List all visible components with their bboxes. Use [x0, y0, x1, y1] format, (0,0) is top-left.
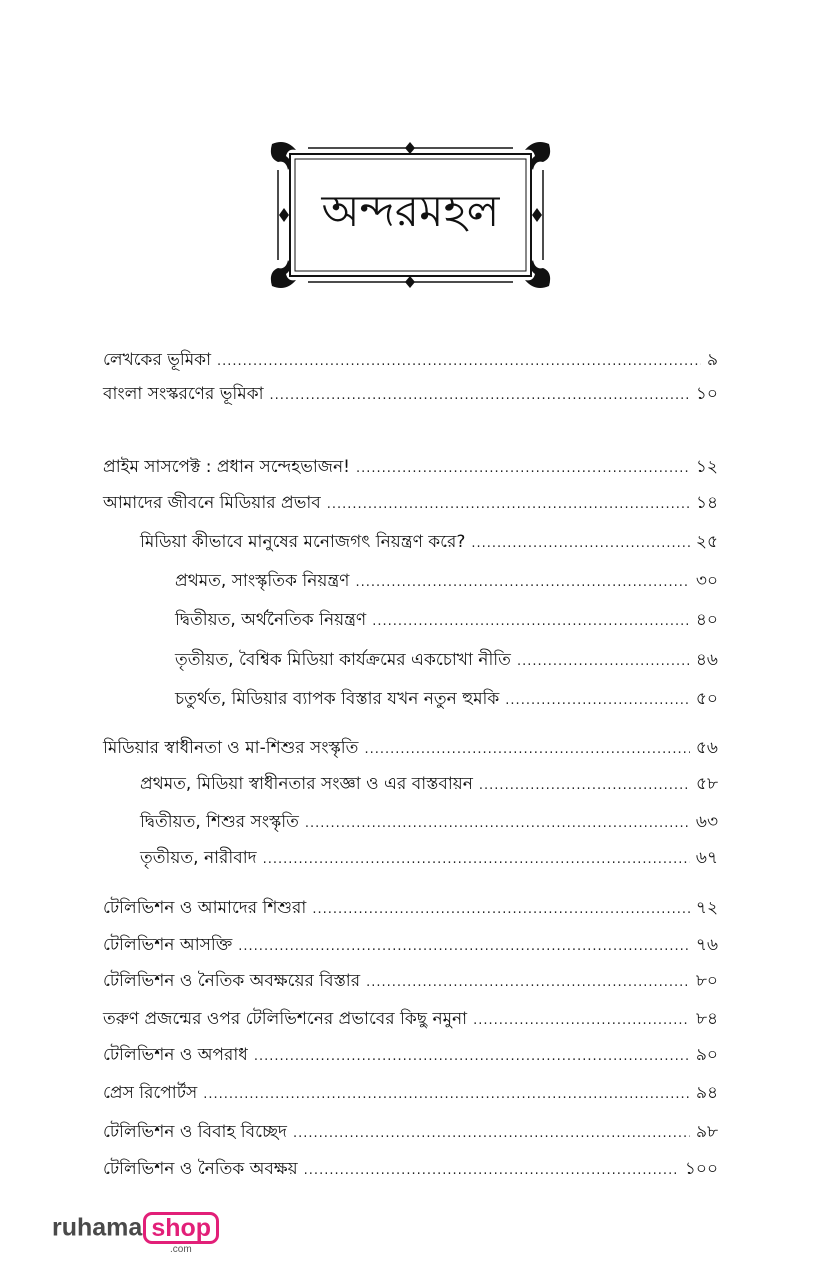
dot-leader [479, 774, 690, 798]
dot-leader [238, 935, 690, 959]
dot-leader [366, 971, 690, 995]
toc-entry-title: প্রথমত, সাংস্কৃতিক নিয়ন্ত্রণ [175, 571, 350, 591]
dot-leader [471, 532, 690, 556]
toc-entry-title: চতুর্থত, মিডিয়ার ব্যাপক বিস্তার যখন নতুন হুমকি [175, 689, 500, 709]
dot-leader [312, 898, 690, 922]
toc-entry[interactable] [103, 969, 718, 995]
toc-entry-page: ৪৬ [695, 650, 718, 670]
toc-entry[interactable] [103, 491, 718, 517]
toc-entry[interactable] [103, 1157, 718, 1183]
toc-entry-title: প্রথমত, মিডিয়া স্বাধীনতার সংজ্ঞা ও এর বাস্তবায়ন [140, 774, 473, 794]
toc-entry-page: ২৫ [695, 532, 718, 552]
logo-word-ruhama: ruhama [52, 1213, 143, 1242]
toc-entry-page: ৯ [706, 350, 718, 370]
toc-entry-page: ৯০ [695, 1045, 718, 1065]
toc-entry-page: ৯৮ [695, 1122, 718, 1142]
page-title: অন্দরমহল [321, 186, 500, 237]
toc-entry[interactable] [175, 569, 718, 595]
toc-entry-page: ১০ [695, 384, 718, 404]
toc-entry-page: ৫৬ [695, 738, 718, 758]
toc-entry[interactable] [103, 1043, 718, 1069]
toc-entry-page: ৮৪ [695, 1009, 718, 1029]
toc-entry-title: দ্বিতীয়ত, শিশুর সংস্কৃতি [140, 812, 299, 832]
toc-entry-title: টেলিভিশন ও বিবাহ বিচ্ছেদ [103, 1122, 287, 1142]
toc-entry-title: তরুণ প্রজন্মের ওপর টেলিভিশনের প্রভাবের কিছু নমুনা [103, 1009, 468, 1029]
dot-leader [203, 1083, 690, 1107]
dot-leader [364, 738, 689, 762]
toc-entry-page: ৭২ [695, 898, 718, 918]
toc-entry[interactable] [140, 772, 718, 798]
toc-entry-title: প্রাইম সাসপেক্ট : প্রধান সন্দেহভাজন! [103, 457, 350, 477]
toc-entry-title: টেলিভিশন ও নৈতিক অবক্ষয়ের বিস্তার [103, 971, 361, 991]
toc-entry[interactable] [103, 1007, 718, 1033]
toc-entry[interactable] [103, 1081, 718, 1107]
toc-entry-title: টেলিভিশন ও আমাদের শিশুরা [103, 898, 307, 918]
dot-leader [263, 848, 690, 872]
toc-entry-title: টেলিভিশন ও অপরাধ [103, 1045, 248, 1065]
toc-entry-page: ১২ [695, 457, 718, 477]
toc-entry[interactable] [175, 687, 718, 713]
dot-leader [217, 350, 701, 374]
toc-entry-page: ৬৭ [695, 848, 718, 868]
toc-entry-title: প্রেস রিপোর্টস [103, 1083, 198, 1103]
toc-entry-page: ১৪ [695, 493, 718, 513]
dot-leader [270, 384, 690, 408]
dot-leader [356, 457, 690, 481]
logo-domain: .com [170, 1244, 192, 1255]
toc-entry[interactable] [103, 736, 718, 762]
toc-entry-title: দ্বিতীয়ত, অর্থনৈতিক নিয়ন্ত্রণ [175, 610, 367, 630]
toc-entry-title: বাংলা সংস্করণের ভূমিকা [103, 384, 264, 404]
toc-entry-page: ৫০ [695, 689, 718, 709]
dot-leader [304, 1159, 679, 1183]
dot-leader [372, 610, 690, 634]
toc-entry-title: মিডিয়া কীভাবে মানুষের মনোজগৎ নিয়ন্ত্রণ করে? [140, 532, 466, 552]
toc-entry[interactable] [140, 530, 718, 556]
toc-entry-page: ৫৮ [695, 774, 718, 794]
toc-entry[interactable] [140, 846, 718, 872]
title-frame [268, 140, 553, 290]
ruhamashop-logo [52, 1212, 219, 1255]
toc-entry[interactable] [103, 896, 718, 922]
toc-entry-page: ৮০ [695, 971, 718, 991]
toc-entry-page: ৭৬ [695, 935, 718, 955]
dot-leader [355, 571, 689, 595]
logo-word-shop: shop [143, 1212, 219, 1244]
toc-entry[interactable] [103, 348, 718, 374]
dot-leader [305, 812, 690, 836]
toc-entry[interactable] [103, 382, 718, 408]
toc-entry-page: ৪০ [695, 610, 718, 630]
toc-entry-title: তৃতীয়ত, বৈশ্বিক মিডিয়া কার্যক্রমের একচোখা নীতি [175, 650, 511, 670]
dot-leader [517, 650, 690, 674]
dot-leader [505, 689, 690, 713]
toc-entry[interactable] [103, 455, 718, 481]
toc-entry-title: টেলিভিশন ও নৈতিক অবক্ষয় [103, 1159, 298, 1179]
dot-leader [473, 1009, 690, 1033]
toc-entry[interactable] [103, 1120, 718, 1146]
toc-entry[interactable] [175, 608, 718, 634]
toc-entry[interactable] [103, 933, 718, 959]
dot-leader [293, 1122, 690, 1146]
toc-entry[interactable] [140, 810, 718, 836]
toc-entry[interactable] [175, 648, 718, 674]
toc-entry-page: ১০০ [684, 1159, 718, 1179]
toc-entry-page: ৩০ [695, 571, 718, 591]
dot-leader [327, 493, 690, 517]
toc-entry-page: ৬৩ [695, 812, 718, 832]
toc-entry-title: আমাদের জীবনে মিডিয়ার প্রভাব [103, 493, 321, 513]
dot-leader [254, 1045, 690, 1069]
toc-entry-title: তৃতীয়ত, নারীবাদ [140, 848, 257, 868]
toc-entry-title: টেলিভিশন আসক্তি [103, 935, 233, 955]
toc-entry-title: লেখকের ভূমিকা [103, 350, 212, 370]
toc-entry-title: মিডিয়ার স্বাধীনতা ও মা-শিশুর সংস্কৃতি [103, 738, 359, 758]
toc-entry-page: ৯৪ [695, 1083, 718, 1103]
